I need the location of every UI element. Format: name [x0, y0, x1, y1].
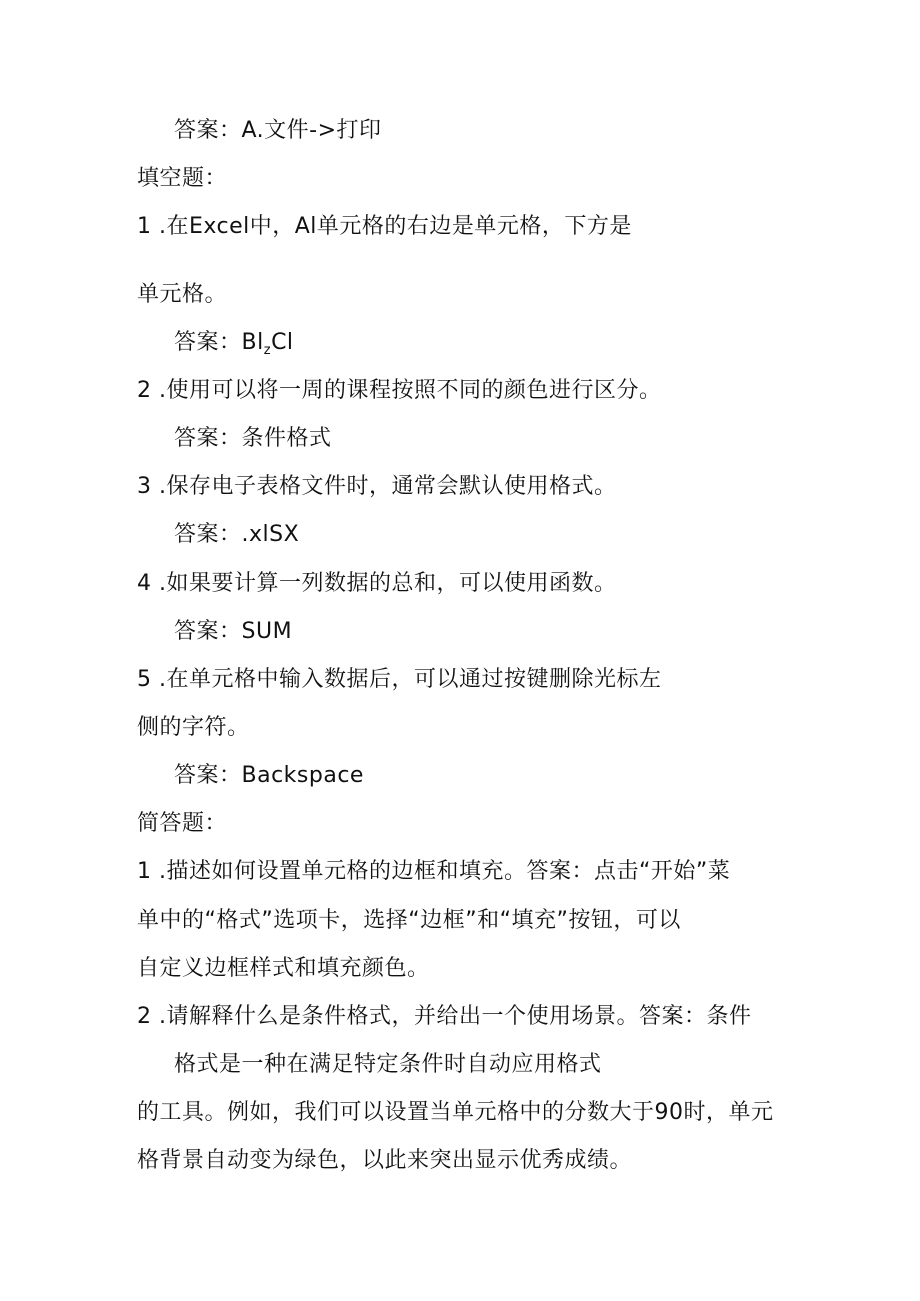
answer-1-subscript: z [263, 343, 272, 358]
short-question-2-line-3: 的工具。例如，我们可以设置当单元格中的分数大于90时，单元 [137, 1100, 774, 1125]
short-question-1-line-2: 单中的“格式”选项卡，选择“边框”和“填充”按钮，可以 [137, 908, 681, 933]
short-question-2-line-4: 格背景自动变为绿色，以此来突出显示优秀成绩。 [137, 1148, 633, 1173]
question-5-line-1: 5 .在单元格中输入数据后，可以通过按键删除光标左 [137, 667, 662, 692]
section-heading-short-answer: 简答题： [137, 811, 228, 836]
question-4-line: 4 .如果要计算一列数据的总和，可以使用函数。 [137, 571, 617, 596]
short-question-2-line-2: 格式是一种在满足特定条件时自动应用格式 [174, 1052, 602, 1077]
short-question-1-line-3: 自定义边框样式和填充颜色。 [137, 956, 430, 981]
question-5-line-2: 侧的字符。 [137, 715, 250, 740]
answer-4-line: 答案：SUM [174, 619, 293, 644]
short-question-1-line-1: 1 .描述如何设置单元格的边框和填充。答案：点击“开始”菜 [137, 859, 731, 884]
question-2-line: 2 .使用可以将一周的课程按照不同的颜色进行区分。 [137, 378, 662, 403]
answer-2-line: 答案：条件格式 [174, 426, 332, 451]
question-3-line: 3 .保存电子表格文件时，通常会默认使用格式。 [137, 474, 617, 499]
answer-3-line: 答案：.xlSX [174, 522, 300, 547]
answer-1-c1: Cl [271, 330, 294, 355]
answer-line: 答案：A.文件->打印 [174, 118, 382, 143]
question-1-line-1: 1 .在Excel中，Al单元格的右边是单元格，下方是 [137, 214, 632, 239]
answer-1-prefix: 答案： [174, 330, 242, 355]
section-heading-fill-blank: 填空题： [137, 166, 228, 191]
answer-5-line: 答案：Backspace [174, 763, 364, 788]
short-question-2-line-1: 2 .请解释什么是条件格式，并给出一个使用场景。答案：条件 [137, 1004, 752, 1029]
answer-1-b1: Bl [241, 330, 264, 355]
answer-1-line [174, 328, 294, 366]
question-1-line-2: 单元格。 [137, 282, 228, 307]
